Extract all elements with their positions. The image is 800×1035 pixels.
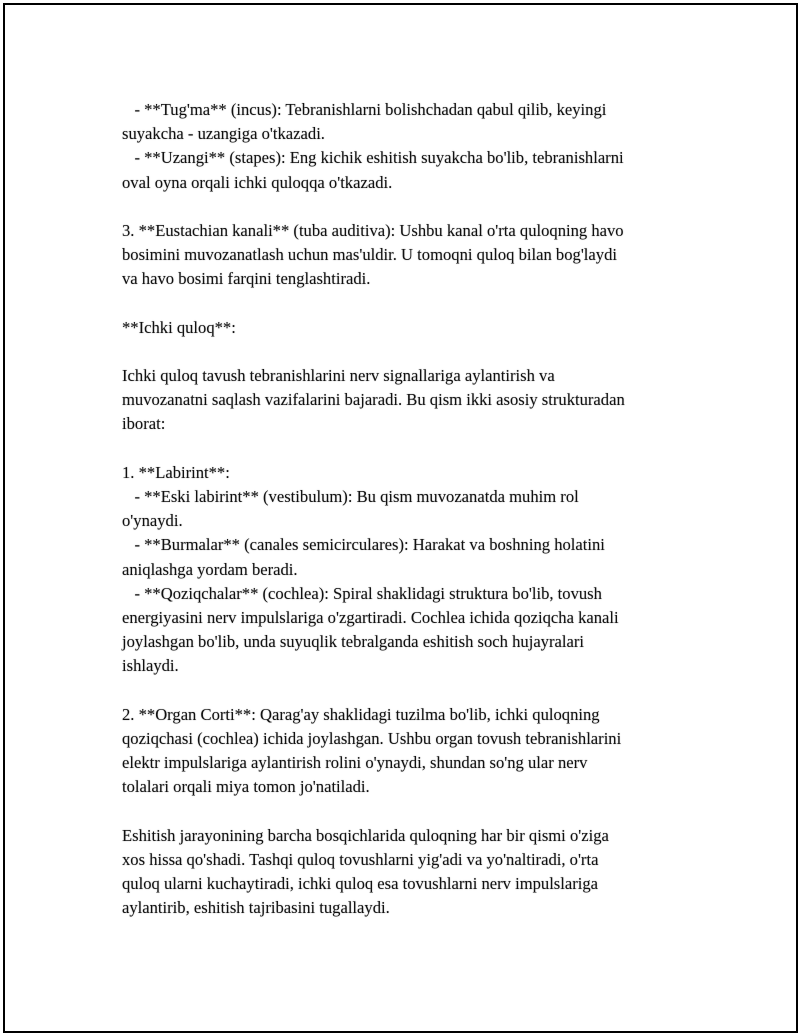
text-line: - **Qoziqchalar** (cochlea): Spiral shaklidagi struktura bo'lib, tovush <box>122 583 602 603</box>
text-line: o'ynaydi. <box>122 511 183 531</box>
text-line: iborat: <box>122 414 166 434</box>
paragraph-spacer <box>122 679 692 703</box>
text-line: - **Tug'ma** (incus): Tebranishlarni bolishchadan qabul qilib, keyingi <box>122 100 607 119</box>
text-line: oval oyna orqali ichki quloqqa o'tkazadi. <box>122 172 393 192</box>
text-line: 1. **Labirint**: <box>122 462 230 482</box>
paragraph-spacer <box>122 799 692 823</box>
text-line: va havo bosimi farqini tenglashtiradi. <box>122 269 371 289</box>
text-line: - **Uzangi** (stapes): Eng kichik eshitish suyakcha bo'lib, tebranishlarni <box>122 148 624 168</box>
paragraph-labirint <box>122 461 692 679</box>
paragraph-spacer <box>122 437 692 461</box>
text-line: 2. **Organ Corti**: Qarag'ay shaklidagi tuzilma bo'lib, ichki quloqning <box>122 704 600 724</box>
text-line: bosimini muvozanatlash uchun mas'uldir. U tomoqni quloq bilan bog'laydi <box>122 245 617 265</box>
text-line: joylashgan bo'lib, unda suyuqlik tebralganda eshitish soch hujayralari <box>122 632 584 652</box>
section-heading: **Ichki quloq**: <box>122 317 236 337</box>
text-line: tolalari orqali miya tomon jo'natiladi. <box>122 777 370 797</box>
paragraph-spacer <box>122 292 692 316</box>
text-line: 3. **Eustachian kanali** (tuba auditiva): Ushbu kanal o'rta quloqning havo <box>122 220 624 240</box>
text-line: suyakcha - uzangiga o'tkazadi. <box>122 124 325 144</box>
text-line: muvozanatni saqlash vazifalarini bajaradi. Bu qism ikki asosiy strukturadan <box>122 390 625 410</box>
text-line: qoziqchasi (cochlea) ichida joylashgan. Ushbu organ tovush tebranishlarini <box>122 728 622 748</box>
paragraph-eustachian <box>122 219 692 292</box>
paragraph-organ-corti <box>122 703 692 800</box>
text-line: xos hissa qo'shadi. Tashqi quloq tovushlarni yig'adi va yo'naltiradi, o'rta <box>122 849 599 869</box>
text-line: aylantirib, eshitish tajribasini tugallaydi. <box>122 898 390 918</box>
paragraph-spacer <box>122 195 692 219</box>
section-heading-inner-ear <box>122 316 692 340</box>
text-line: Ichki quloq tavush tebranishlarini nerv signallariga aylantirish va <box>122 366 555 386</box>
text-line: energiyasini nerv impulslariga o'zgartiradi. Cochlea ichida qoziqcha kanali <box>122 607 619 627</box>
text-line: ishlaydi. <box>122 656 179 676</box>
paragraph-incus-stapes <box>122 98 692 195</box>
text-line: elektr impulslariga aylantirish rolini o'ynaydi, shundan so'ng ular nerv <box>122 753 588 773</box>
paragraph-inner-ear-intro <box>122 364 692 437</box>
text-line: - **Burmalar** (canales semicirculares): Harakat va boshning holatini <box>122 535 605 555</box>
page-frame <box>3 3 798 1033</box>
text-line: Eshitish jarayonining barcha bosqichlarida quloqning har bir qismi o'ziga <box>122 825 609 845</box>
text-line: quloq ularni kuchaytiradi, ichki quloq esa tovushlarni nerv impulslariga <box>122 874 599 893</box>
paragraph-conclusion <box>122 824 692 921</box>
text-line: aniqlashga yordam beradi. <box>122 559 298 579</box>
text-line: - **Eski labirint** (vestibulum): Bu qism muvozanatda muhim rol <box>122 487 579 506</box>
page-content <box>122 98 692 920</box>
paragraph-spacer <box>122 340 692 364</box>
